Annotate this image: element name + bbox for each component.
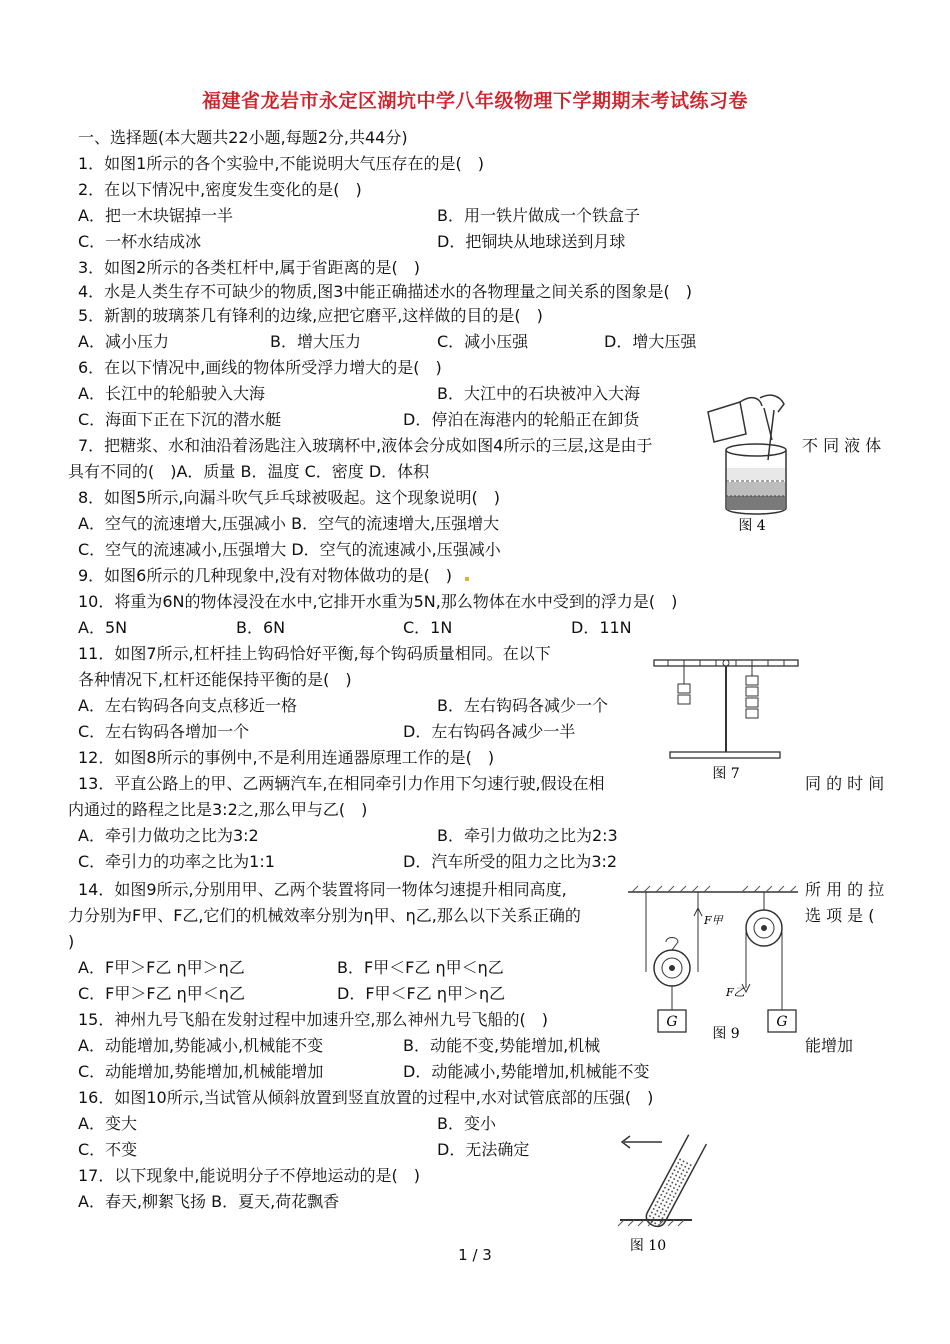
figure-10-test-tube <box>600 1110 710 1260</box>
question-7-line1-end: 不 同 液 体 <box>802 436 882 455</box>
q16-option-b: B．变小 <box>437 1114 496 1133</box>
q5-option-d: D．增大压强 <box>604 332 697 351</box>
q11-option-b: B．左右钩码各减少一个 <box>437 696 608 715</box>
figure-10-label: 图 10 <box>629 1238 667 1254</box>
question-14-line3: ) <box>68 932 75 951</box>
question-2: 2．在以下情况中,密度发生变化的是( ) <box>78 180 362 199</box>
figure-7-label: 图 7 <box>712 766 740 782</box>
q14-option-d: D．F甲＜F乙 η甲＞η乙 <box>337 984 506 1003</box>
figure-4-label: 图 4 <box>738 518 766 534</box>
page-title: 福建省龙岩市永定区湖坑中学八年级物理下学期期末考试练习卷 <box>201 90 748 112</box>
question-4: 4．水是人类生存不可缺少的物质,图3中能正确描述水的各物理量之间关系的图象是( ) <box>78 282 692 301</box>
q13-option-b: B．牵引力做功之比为2:3 <box>437 826 618 845</box>
q13-option-d: D．汽车所受的阻力之比为3:2 <box>403 852 618 871</box>
question-14-line2: 力分别为F甲、F乙,它们的机械效率分别为η甲、η乙,那么以下关系正确的 <box>68 906 581 925</box>
question-3: 3．如图2所示的各类杠杆中,属于省距离的是( ) <box>78 258 420 277</box>
question-11-line1: 11．如图7所示,杠杆挂上钩码恰好平衡,每个钩码质量相同。在以下 <box>78 644 551 663</box>
q15-option-a: A．动能增加,势能减小,机械能不变 <box>78 1036 324 1055</box>
q6-option-d: D．停泊在海港内的轮船正在卸货 <box>403 410 640 429</box>
figure-9-force-yi: F乙 <box>726 986 745 999</box>
question-14-line1-end: 所 用 的 拉 <box>805 880 885 899</box>
q11-option-c: C．左右钩码各增加一个 <box>78 722 250 741</box>
stray-mark <box>465 577 469 581</box>
figure-4-layered-liquid <box>700 390 800 540</box>
question-9: 9．如图6所示的几种现象中,没有对物体做功的是( ) <box>78 566 452 585</box>
q14-option-c: C．F甲＞F乙 η甲＜η乙 <box>78 984 245 1003</box>
q2-option-d: D．把铜块从地球送到月球 <box>437 232 626 251</box>
question-13-line1: 13．平直公路上的甲、乙两辆汽车,在相同牵引力作用下匀速行驶,假设在相 <box>78 774 605 793</box>
question-17: 17．以下现象中,能说明分子不停地运动的是( ) <box>78 1166 420 1185</box>
q2-option-c: C．一杯水结成冰 <box>78 232 202 251</box>
q14-option-b: B．F甲＜F乙 η甲＜η乙 <box>337 958 504 977</box>
q5-option-a: A．减小压力 <box>78 332 169 351</box>
question-5: 5．新割的玻璃茶几有锋利的边缘,应把它磨平,这样做的目的是( ) <box>78 306 543 325</box>
q16-option-d: D．无法确定 <box>437 1140 530 1159</box>
question-13-line1-end: 同 的 时 间 <box>805 774 885 793</box>
question-14-line1: 14．如图9所示,分别用甲、乙两个装置将同一物体匀速提升相同高度, <box>78 880 567 899</box>
q6-option-b: B．大江中的石块被冲入大海 <box>437 384 640 403</box>
q15-option-c: C．动能增加,势能增加,机械能增加 <box>78 1062 324 1081</box>
page-number: 1 / 3 <box>458 1246 492 1264</box>
q11-option-a: A．左右钩码各向支点移近一格 <box>78 696 297 715</box>
q2-option-b: B．用一铁片做成一个铁盒子 <box>437 206 640 225</box>
question-8: 8．如图5所示,向漏斗吹气乒乓球被吸起。这个现象说明( ) <box>78 488 500 507</box>
q8-options-cd: C．空气的流速减小,压强增大 D．空气的流速减小,压强减小 <box>78 540 501 559</box>
q10-option-a: A．5N <box>78 618 128 637</box>
figure-9-weight-right: G <box>776 1014 788 1030</box>
section-heading: 一、选择题(本大题共22小题,每题2分,共44分) <box>78 128 408 147</box>
figure-9-pulleys <box>622 884 802 1044</box>
q11-option-d: D．左右钩码各减少一半 <box>403 722 576 741</box>
q15-option-d: D．动能减小,势能增加,机械能不变 <box>403 1062 650 1081</box>
question-16: 16．如图10所示,当试管从倾斜放置到竖直放置的过程中,水对试管底部的压强( ) <box>78 1088 654 1107</box>
question-11-line2: 各种情况下,杠杆还能保持平衡的是( ) <box>78 670 352 689</box>
question-1: 1．如图1所示的各个实验中,不能说明大气压存在的是( ) <box>78 154 484 173</box>
q15-option-b-end: 能增加 <box>805 1036 854 1055</box>
q6-option-c: C．海面下正在下沉的潜水艇 <box>78 410 282 429</box>
q13-option-a: A．牵引力做功之比为3:2 <box>78 826 259 845</box>
q5-option-b: B．增大压力 <box>270 332 361 351</box>
question-12: 12．如图8所示的事例中,不是利用连通器原理工作的是( ) <box>78 748 495 767</box>
figure-9-weight-left: G <box>666 1014 678 1030</box>
q8-options-ab: A．空气的流速增大,压强减小 B．空气的流速增大,压强增大 <box>78 514 500 533</box>
question-10: 10．将重为6N的物体浸没在水中,它排开水重为5N,那么物体在水中受到的浮力是( ) <box>78 592 678 611</box>
q16-option-a: A．变大 <box>78 1114 137 1133</box>
figure-7-lever <box>652 648 802 788</box>
figure-9-force-jia: F甲 <box>704 914 723 927</box>
figure-9-label: 图 9 <box>712 1026 740 1042</box>
question-7-line1: 7．把糖浆、水和油沿着汤匙注入玻璃杯中,液体会分成如图4所示的三层,这是由于 <box>78 436 653 455</box>
question-14-line2-end: 选 项 是 ( <box>805 906 875 925</box>
q10-option-d: D．11N <box>571 618 632 637</box>
question-7-line2: 具有不同的( )A．质量 B．温度 C．密度 D．体积 <box>68 462 430 481</box>
q13-option-c: C．牵引力的功率之比为1:1 <box>78 852 275 871</box>
q10-option-b: B．6N <box>236 618 286 637</box>
question-13-line2: 内通过的路程之比是3:2之,那么甲与乙( ) <box>68 800 368 819</box>
q14-option-a: A．F甲＞F乙 η甲＞η乙 <box>78 958 245 977</box>
q5-option-c: C．减小压强 <box>437 332 529 351</box>
q16-option-c: C．不变 <box>78 1140 138 1159</box>
question-6: 6．在以下情况中,画线的物体所受浮力增大的是( ) <box>78 358 442 377</box>
q17-options-ab: A．春天,柳絮飞扬 B．夏天,荷花飘香 <box>78 1192 340 1211</box>
q10-option-c: C．1N <box>403 618 453 637</box>
q2-option-a: A．把一木块锯掉一半 <box>78 206 233 225</box>
q15-option-b: B．动能不变,势能增加,机械 <box>403 1036 601 1055</box>
question-15: 15．神州九号飞船在发射过程中加速升空,那么神州九号飞船的( ) <box>78 1010 548 1029</box>
q6-option-a: A．长江中的轮船驶入大海 <box>78 384 265 403</box>
